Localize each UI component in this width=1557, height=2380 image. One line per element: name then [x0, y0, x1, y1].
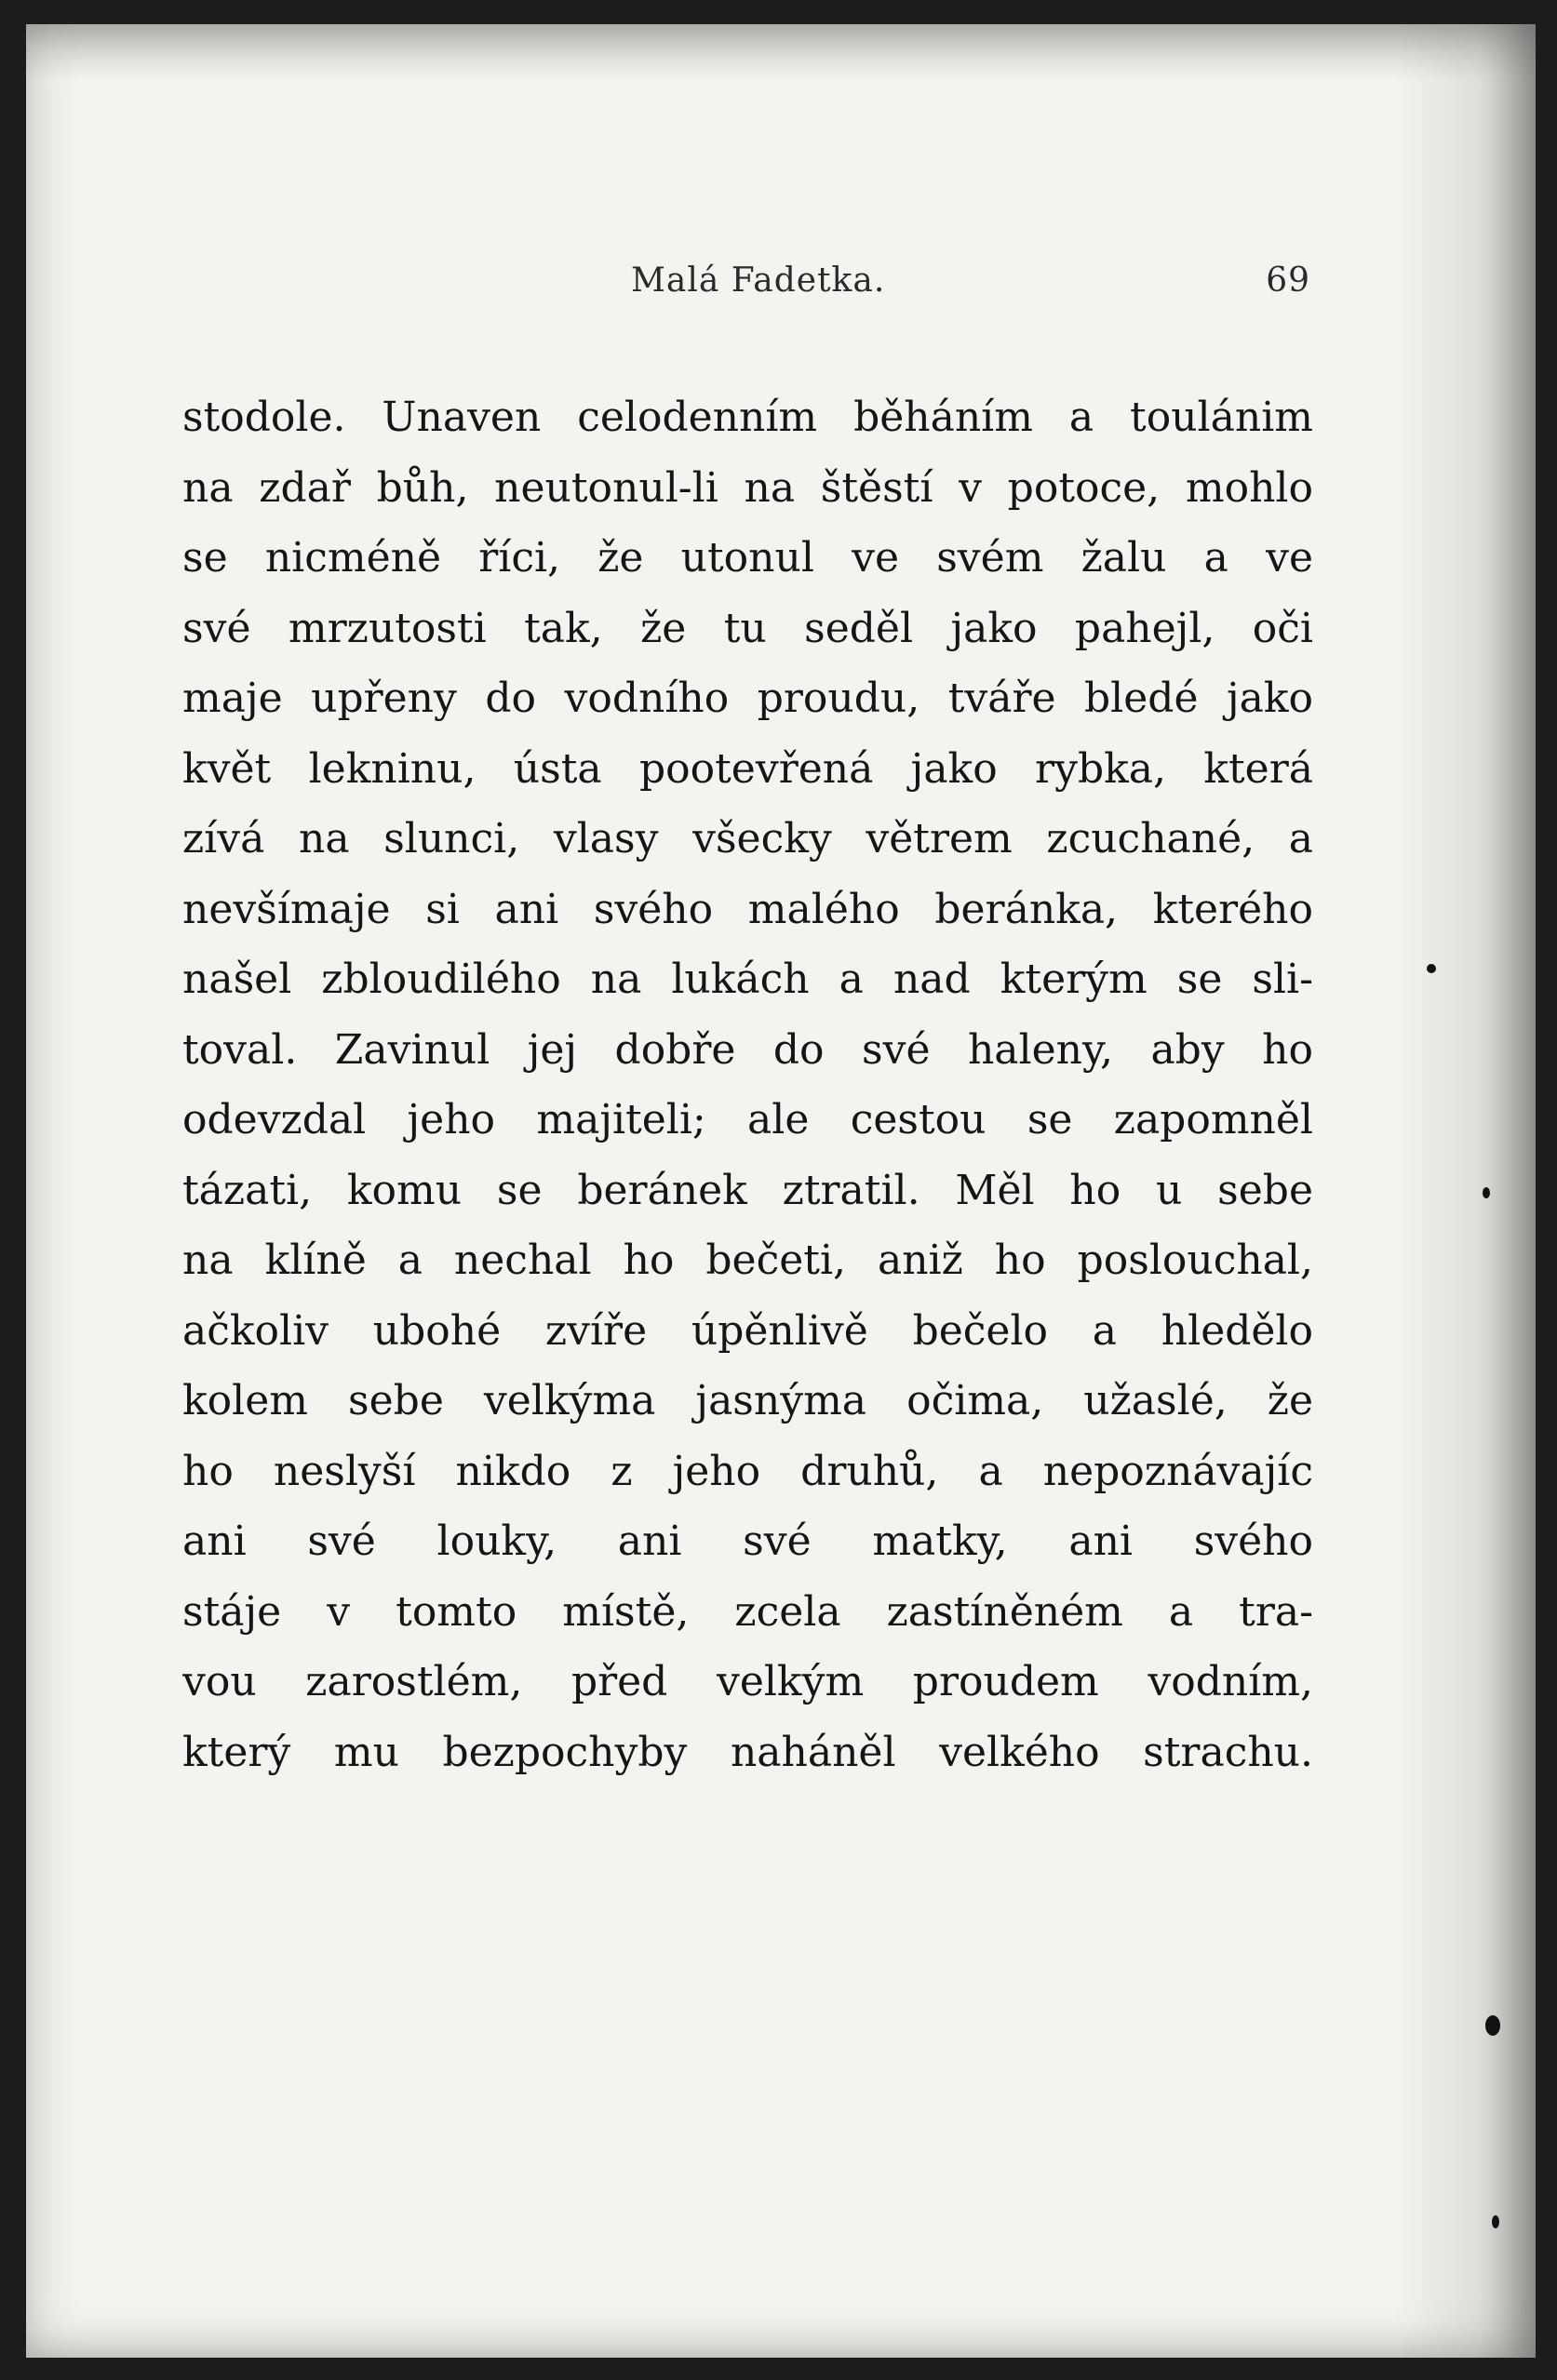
ink-speck — [1485, 2015, 1500, 2036]
text-line: ani své louky, ani své matky, ani svého — [182, 1518, 1313, 1565]
text-line: nevšímaje si ani svého malého beránka, kterého — [182, 885, 1313, 933]
ink-speck — [1483, 1187, 1490, 1198]
text-line: na zdař bůh, neutonul-li na štěstí v potoce, mohlo — [182, 463, 1313, 512]
text-line: zívá na slunci, vlasy všecky větrem zcuchané, a — [182, 815, 1313, 862]
text-line: toval. Zavinul jej dobře do své haleny, aby ho — [182, 1025, 1313, 1074]
running-title: Malá Fadetka. — [631, 261, 886, 300]
book-page — [26, 24, 1536, 2358]
text-line: se nicméně říci, že utonul ve svém žalu a ve — [182, 534, 1313, 582]
text-line: ho neslyší nikdo z jeho druhů, a nepoznávajíc — [182, 1447, 1313, 1495]
text-line: tázati, komu se beránek ztratil. Měl ho u sebe — [182, 1166, 1313, 1214]
text-line: stáje v tomto místě, zcela zastíněném a tra- — [182, 1587, 1313, 1636]
text-line: své mrzutosti tak, že tu seděl jako pahejl, oči — [182, 604, 1313, 652]
text-line: květ lekninu, ústa pootevřená jako rybka, která — [182, 744, 1313, 793]
text-line: který mu bezpochyby naháněl velkého strachu. — [182, 1728, 1313, 1776]
text-line: ačkoliv ubohé zvíře úpěnlivě bečelo a hledělo — [182, 1306, 1313, 1355]
page-number: 69 — [1266, 261, 1310, 300]
text-line: našel zbloudilého na lukách a nad kterým se sli- — [182, 956, 1313, 1003]
text-line: vou zarostlém, před velkým proudem vodním, — [182, 1658, 1313, 1705]
text-line: kolem sebe velkýma jasnýma očima, užaslé, že — [182, 1377, 1313, 1424]
text-line: odevzdal jeho majiteli; ale cestou se zapomněl — [182, 1096, 1313, 1143]
ink-speck — [1427, 964, 1436, 973]
page-header — [603, 261, 1310, 317]
top-shadow — [26, 24, 1536, 80]
text-line: maje upřeny do vodního proudu, tváře bledé jako — [182, 675, 1313, 722]
ink-speck — [1492, 2215, 1499, 2228]
right-edge-shadow — [1396, 24, 1536, 2358]
text-line: stodole. Unaven celodenním běháním a toulánim — [182, 394, 1313, 441]
text-line: na klíně a nechal ho bečeti, aniž ho poslouchal, — [182, 1237, 1313, 1284]
body-text — [182, 382, 1313, 1787]
